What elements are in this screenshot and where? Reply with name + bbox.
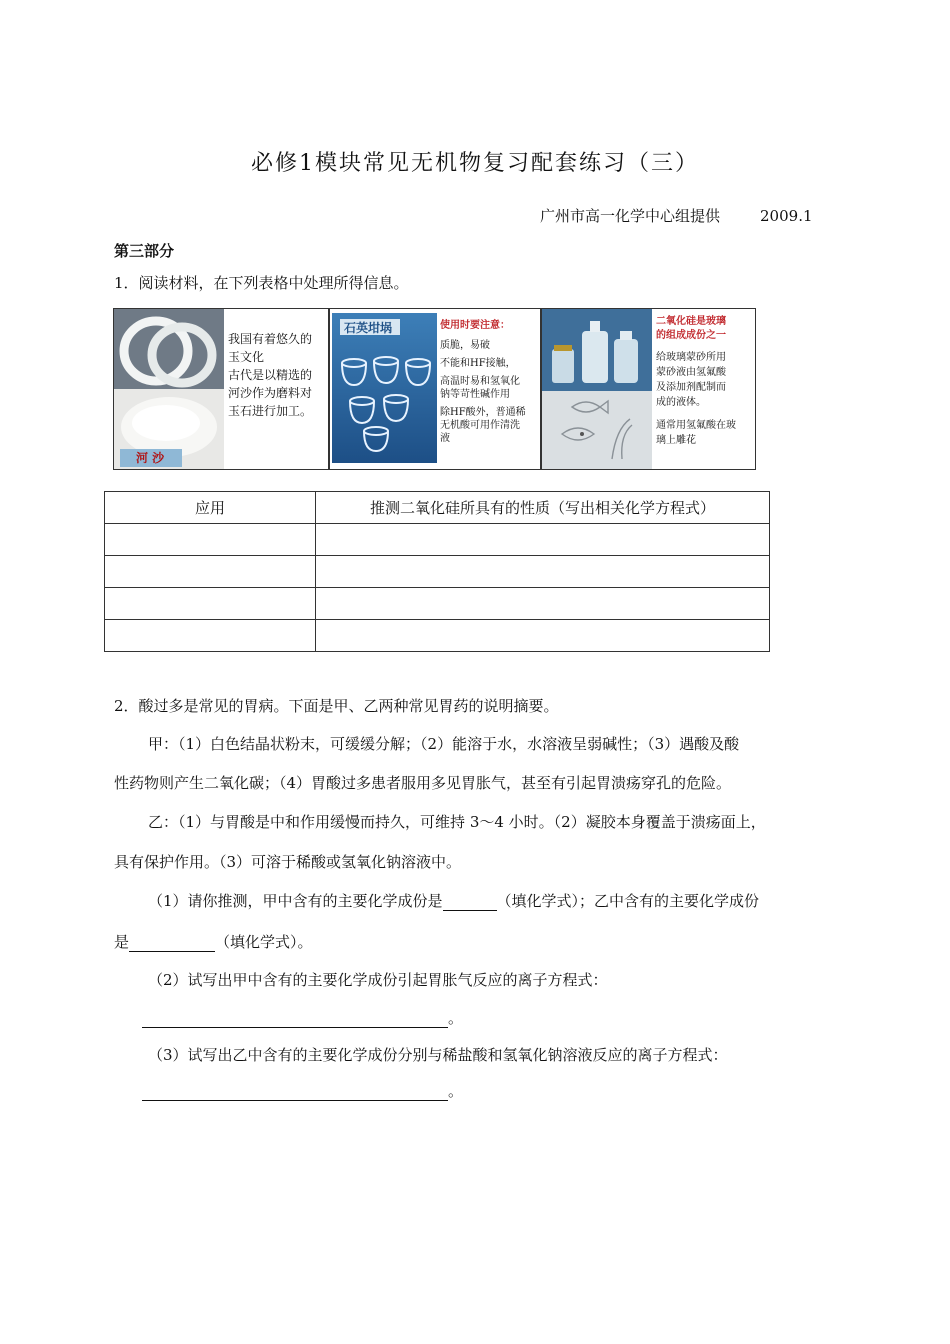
quartz-note-2: 不能和HF接触， <box>440 358 516 369</box>
q2-sub1-text-a: （1）请你推测，甲中含有的主要化学成份是 <box>148 892 443 910</box>
q2-jia-line-2: 性药物则产生二氧化碳；（4）胃酸过多患者服用多见胃胀气，甚至有引起胃溃疡穿孔的危险。 <box>114 774 732 792</box>
answer-blank-yi[interactable] <box>129 933 215 952</box>
q2-sub1-text-b: （填化学式）；乙中含有的主要化学成份 <box>496 892 760 910</box>
table-row <box>105 524 770 556</box>
q2-sub1-line-2 <box>114 932 313 952</box>
quartz-note-1: 质脆，易破 <box>440 340 490 351</box>
header-property: 推测二氧化硅所具有的性质（写出相关化学方程式） <box>316 492 770 524</box>
provider-date: 2009.1 <box>760 207 813 225</box>
q2-sub1-line <box>148 891 759 911</box>
table-row <box>105 588 770 620</box>
answer-cell[interactable] <box>105 556 316 588</box>
quartz-crucible-panel <box>329 308 541 470</box>
answer-cell[interactable] <box>105 524 316 556</box>
quartz-note-title: 使用时要注意： <box>440 320 510 331</box>
glass-bottles-image <box>542 309 652 469</box>
table-row <box>105 620 770 652</box>
jade-text-5: 玉石进行加工。 <box>228 404 313 418</box>
answer-cell[interactable] <box>105 620 316 652</box>
glass-text-4: 成的液体。 <box>656 397 706 408</box>
end-mark: 。 <box>448 1009 464 1027</box>
glass-text-3: 及添加剂配制而 <box>656 382 726 393</box>
glass-text-6: 璃上雕花 <box>656 435 696 446</box>
glass-heading-1: 二氧化硅是玻璃 <box>656 316 726 327</box>
q2-intro: 2．酸过多是常见的胃病。下面是甲、乙两种常见胃药的说明摘要。 <box>114 697 559 715</box>
q2-sub2: （2）试写出甲中含有的主要化学成份引起胃胀气反应的离子方程式： <box>148 971 608 989</box>
answer-line-sub2[interactable] <box>142 1009 448 1028</box>
q1-prompt: 1．阅读材料，在下列表格中处理所得信息。 <box>114 274 409 292</box>
q2-jia-line-1: 甲：（1）白色结晶状粉末，可缓缓分解；（2）能溶于水，水溶液呈弱碱性；（3）遇酸及酸 <box>148 735 740 753</box>
jade-text-1: 我国有着悠久的 <box>228 332 313 346</box>
provider-line <box>540 205 813 226</box>
glass-text-1: 给玻璃蒙砂所用 <box>656 352 726 363</box>
provider-org: 广州市高一化学中心组提供 <box>540 207 721 225</box>
answer-cell[interactable] <box>316 524 770 556</box>
q2-sub1-text-d: （填化学式）。 <box>215 933 313 951</box>
jade-culture-panel <box>113 308 329 470</box>
answer-cell[interactable] <box>105 588 316 620</box>
page-title: 必修1模块常见无机物复习配套练习（三） <box>251 151 699 176</box>
end-mark: 。 <box>448 1082 464 1100</box>
quartz-note-7: 液 <box>440 433 450 444</box>
quartz-heading: 石英坩埚 <box>344 321 393 335</box>
jade-text-3: 古代是以精选的 <box>228 368 313 382</box>
q2-sub3-answer-line <box>142 1081 463 1101</box>
table-header-row <box>105 492 770 524</box>
q2-yi-line-1: 乙：（1）与胃酸是中和作用缓慢而持久，可维持 3～4 小时。（2）凝胶本身覆盖于溃疡面上， <box>148 813 766 831</box>
answer-line-sub3[interactable] <box>142 1082 448 1101</box>
river-sand-label: 河 沙 <box>136 451 165 465</box>
glass-text-5: 通常用氢氟酸在玻 <box>656 420 736 431</box>
quartz-note-3: 高温时易和氢氧化 <box>440 376 520 387</box>
section-heading: 第三部分 <box>114 242 175 260</box>
quartz-note-5: 除HF酸外，普通稀 <box>440 407 526 418</box>
jade-bracelet-image <box>114 309 224 469</box>
answer-cell[interactable] <box>316 556 770 588</box>
q2-sub2-answer-line <box>142 1008 463 1028</box>
answer-table <box>104 491 770 652</box>
glass-text-2: 蒙砂液由氢氟酸 <box>656 367 726 378</box>
q2-yi-line-2: 具有保护作用。（3）可溶于稀酸或氢氧化钠溶液中。 <box>114 853 462 871</box>
answer-cell[interactable] <box>316 588 770 620</box>
glass-panel <box>541 308 756 470</box>
answer-cell[interactable] <box>316 620 770 652</box>
q2-sub3: （3）试写出乙中含有的主要化学成份分别与稀盐酸和氢氧化钠溶液反应的离子方程式： <box>148 1046 728 1064</box>
table-row <box>105 556 770 588</box>
jade-text-2: 玉文化 <box>228 350 265 364</box>
header-application: 应用 <box>105 492 316 524</box>
quartz-note-6: 无机酸可用作清洗 <box>440 420 520 431</box>
answer-blank-jia[interactable] <box>443 892 497 911</box>
glass-heading-2: 的组成成份之一 <box>656 330 726 341</box>
jade-text-4: 河沙作为磨料对 <box>228 386 313 400</box>
quartz-note-4: 钠等苛性碱作用 <box>440 389 510 400</box>
q2-sub1-text-c: 是 <box>114 933 130 951</box>
